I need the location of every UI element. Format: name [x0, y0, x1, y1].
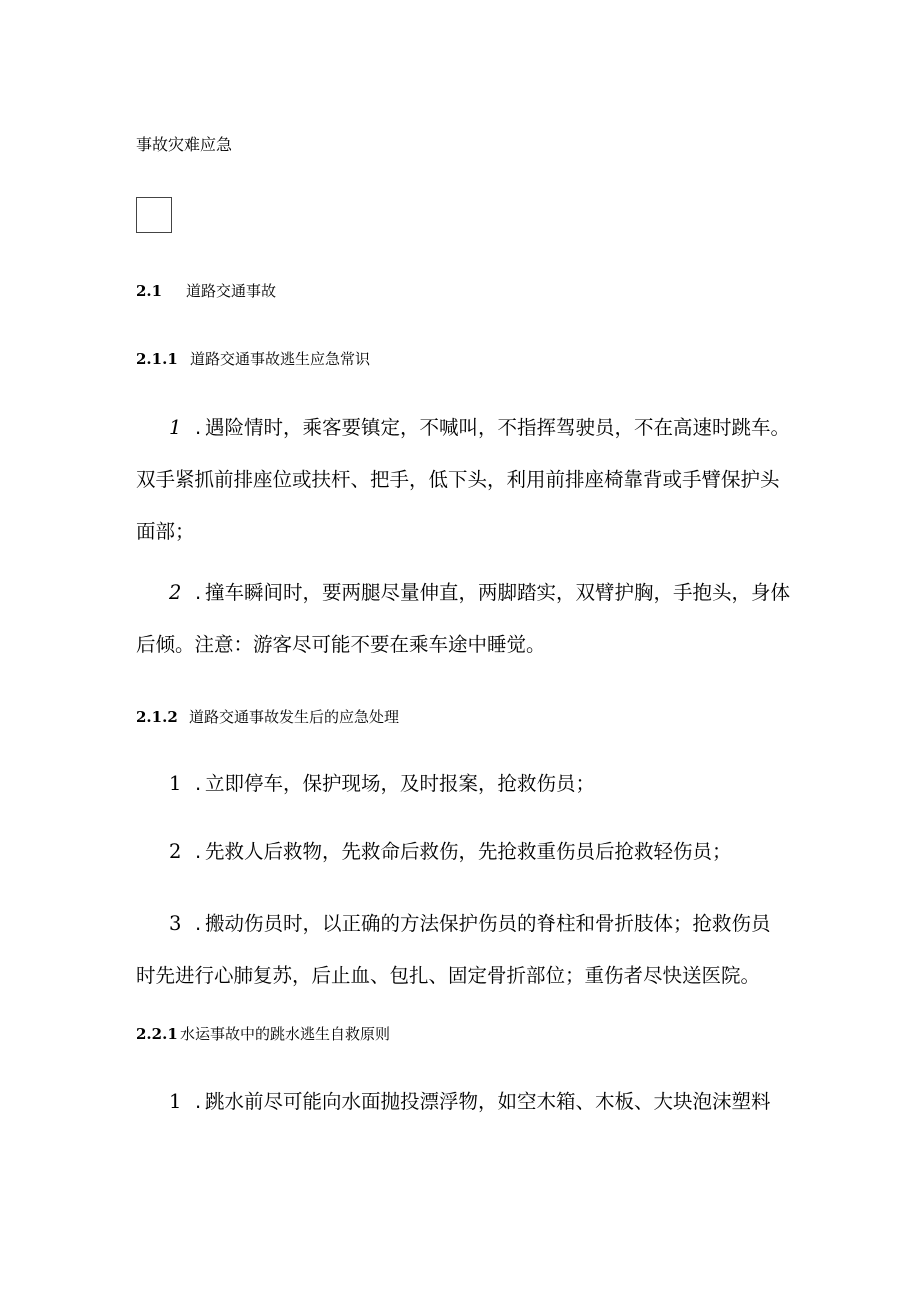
list-number: 1: [169, 772, 182, 795]
paragraph-line: 时先进行心肺复苏，后止血、包扎、固定骨折部位；重伤者尽快送医院。: [136, 964, 761, 987]
list-item: [136, 758, 595, 810]
list-item: [136, 567, 790, 671]
paragraph-line: 搬动伤员时，以正确的方法保护伤员的脊柱和骨折肢体；抢救伤员: [205, 912, 771, 935]
list-separator: .: [195, 772, 202, 795]
section-title: 道路交通事故: [186, 282, 277, 300]
list-number: 2: [169, 581, 182, 604]
list-item: [136, 898, 771, 1002]
section-title: 道路交通事故发生后的应急处理: [189, 708, 400, 726]
list-item: [136, 402, 790, 558]
paragraph-line: 跳水前尽可能向水面抛投漂浮物，如空木箱、木板、大块泡沫塑料: [205, 1090, 771, 1113]
list-number: 1: [169, 1090, 182, 1113]
section-number: 2.2.1: [136, 1025, 178, 1043]
paragraph-line: 面部；: [136, 520, 195, 543]
list-separator: .: [195, 581, 202, 604]
section-heading-2-1-1: [136, 348, 370, 370]
list-item: [136, 1076, 771, 1128]
list-separator: .: [195, 416, 202, 439]
list-item: [136, 826, 732, 878]
paragraph-line: 立即停车，保护现场，及时报案，抢救伤员；: [205, 772, 596, 795]
section-number: 2.1.2: [136, 708, 178, 726]
section-title: 道路交通事故逃生应急常识: [190, 350, 371, 368]
list-separator: .: [195, 840, 202, 863]
section-heading-2-1-2: [136, 706, 399, 728]
list-number: 3: [169, 912, 182, 935]
checkbox-box[interactable]: [136, 197, 172, 233]
paragraph-line: 遇险情时，乘客要镇定，不喊叫，不指挥驾驶员，不在高速时跳车。: [205, 416, 791, 439]
paragraph-line: 双手紧抓前排座位或扶杆、把手，低下头，利用前排座椅靠背或手臂保护头: [136, 468, 780, 491]
list-number: 2: [169, 840, 182, 863]
section-heading-2-2-1: [136, 1023, 390, 1045]
paragraph-line: 先救人后救物，先救命后救伤，先抢救重伤员后抢救轻伤员；: [205, 840, 732, 863]
paragraph-line: 撞车瞬间时，要两腿尽量伸直，两脚踏实，双臂护胸，手抱头，身体: [205, 581, 791, 604]
list-number: 1: [169, 416, 182, 439]
section-title: 水运事故中的跳水逃生自救原则: [180, 1025, 391, 1043]
list-separator: .: [195, 1090, 202, 1113]
section-number: 2.1: [136, 282, 163, 300]
section-heading-2-1: [136, 280, 276, 302]
document-title: 事故灾难应急: [136, 135, 233, 154]
list-separator: .: [195, 912, 202, 935]
paragraph-line: 后倾。注意：游客尽可能不要在乘车途中睡觉。: [136, 633, 546, 656]
section-number: 2.1.1: [136, 350, 178, 368]
